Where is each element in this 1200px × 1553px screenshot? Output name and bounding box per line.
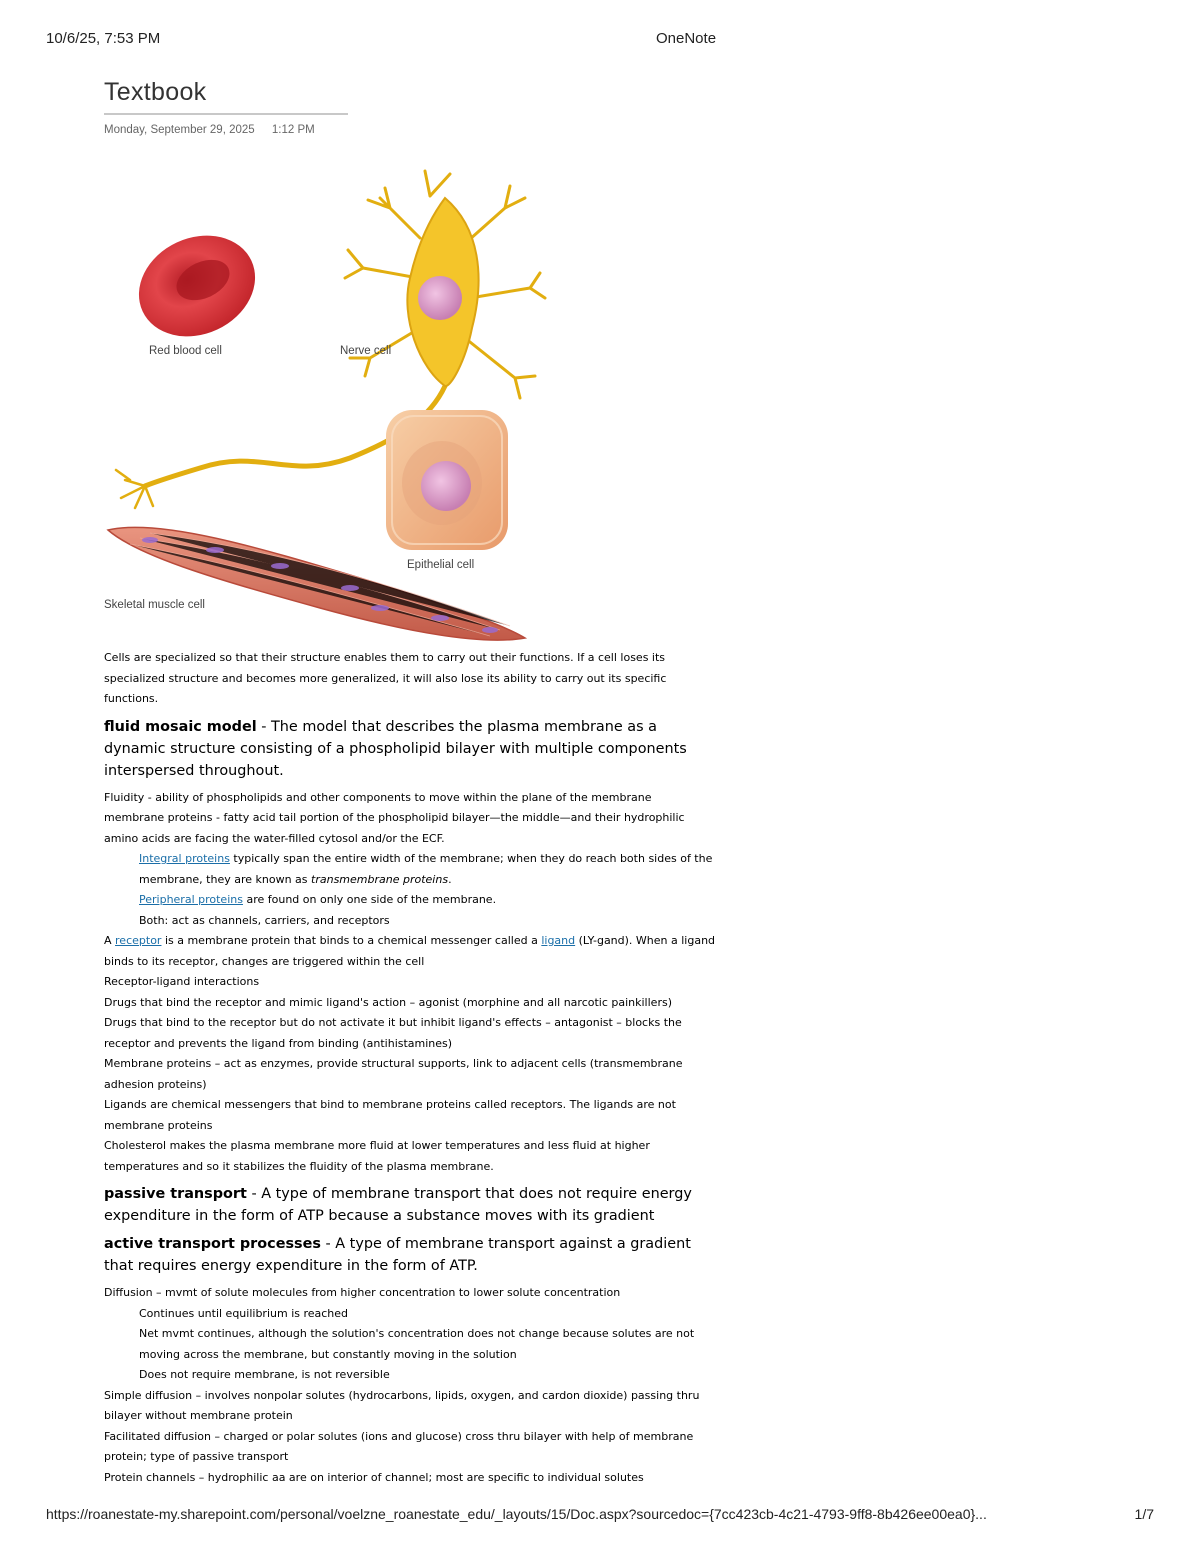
note-text: . — [448, 872, 452, 886]
definition-text: - The model that describes the plasma membrane as a dynamic structure consisting of a phospholipid bilayer with multiple components interspersed throughout. — [104, 718, 687, 779]
page-date-time: 1:12 PM — [271, 124, 315, 136]
note-line: Simple diffusion – involves nonpolar solutes (hydrocarbons, lipids, oxygen, and cardon dioxide) passing thru bilayer without membrane protein — [104, 1388, 700, 1422]
note-line-peripheral — [104, 890, 719, 911]
note-line: Receptor-ligand interactions — [104, 975, 260, 988]
red-blood-cell — [122, 217, 271, 355]
print-url: https://roanestate-my.sharepoint.com/personal/voelzne_roanestate_edu/_layouts/15/Doc.aspx?sourcedoc={7cc423cb-4c21-4793-9ff8-8b426ee00ea0}... — [46, 1506, 987, 1522]
integral-proteins-link[interactable]: Integral proteins — [139, 852, 230, 865]
note-italic: transmembrane proteins — [311, 872, 449, 886]
skeletal-muscle-cell-label: Skeletal muscle cell — [104, 599, 205, 611]
definition-text: - A type of membrane transport that does not require energy expenditure in the form of ATP because a substance moves with its gradient — [104, 1186, 692, 1224]
note-line: Fluidity - ability of phospholipids and other components to move within the plane of the membrane — [104, 790, 652, 804]
note-line: Membrane proteins – act as enzymes, provide structural supports, link to adjacent cells (transmembrane adhesion proteins) — [104, 1057, 683, 1091]
definition-term: passive transport — [104, 1186, 247, 1202]
note-line: Both: act as channels, carriers, and receptors — [139, 913, 390, 927]
note-content — [104, 648, 719, 1488]
definition-active-transport — [104, 1233, 719, 1277]
definition-term: active transport processes — [104, 1236, 321, 1252]
cell-types-illustration — [100, 168, 550, 648]
note-line-integral — [104, 849, 719, 890]
page-date — [104, 124, 329, 136]
definition-fluid-mosaic-model — [104, 716, 719, 782]
epithelial-cell — [386, 410, 508, 550]
note-text: are found on only one side of the membrane. — [242, 893, 497, 906]
print-footer — [46, 1506, 1154, 1526]
note-line: Net mvmt continues, although the solution's concentration does not change because solutes are not moving across the membrane, but constantly moving in the solution — [139, 1327, 695, 1361]
cell-types-figure — [100, 168, 550, 648]
note-line: Protein channels – hydrophilic aa are on interior of channel; most are specific to individual solutes — [104, 1470, 644, 1484]
note-text: (LY-gand). When a ligand binds to its receptor, changes are triggered within the cell — [104, 934, 716, 968]
receptor-link[interactable]: receptor — [115, 934, 162, 947]
nerve-cell-label: Nerve cell — [340, 345, 392, 357]
print-page-number: 1/7 — [1134, 1506, 1154, 1522]
print-datetime: 10/6/25, 7:53 PM — [46, 30, 161, 47]
page-title: Textbook — [104, 78, 207, 106]
note-line: Drugs that bind to the receptor but do not activate it but inhibit ligand's effects – antagonist – blocks the receptor and prevents the ligand from binding (antihistamines) — [104, 1016, 682, 1050]
ligand-link[interactable]: ligand — [541, 934, 576, 947]
note-line: Drugs that bind the receptor and mimic ligand's action – agonist (morphine and all narcotic painkillers) — [104, 995, 672, 1009]
note-line: Cholesterol makes the plasma membrane more fluid at lower temperatures and less fluid at higher temperatures and so it stabilizes the fluidity of the plasma membrane. — [104, 1139, 650, 1173]
intro-paragraph: Cells are specialized so that their structure enables them to carry out their functions. If a cell loses its specialized structure and becomes more generalized, it will also lose its ability to carry out its specific functions. — [104, 651, 667, 705]
note-line: Facilitated diffusion – charged or polar solutes (ions and glucose) cross thru bilayer with help of membrane protein; type of passive transport — [104, 1429, 694, 1463]
print-app-name: OneNote — [656, 30, 717, 47]
red-blood-cell-label: Red blood cell — [149, 345, 222, 357]
print-header — [46, 30, 1154, 50]
note-line: Continues until equilibrium is reached — [139, 1306, 349, 1320]
note-text: is a membrane protein that binds to a chemical messenger called a — [161, 934, 542, 947]
note-line-receptor — [104, 931, 719, 972]
note-line: membrane proteins - fatty acid tail portion of the phospholipid bilayer—the middle—and their hydrophilic amino acids are facing the water-filled cytosol and/or the ECF. — [104, 811, 685, 845]
note-text: typically span the entire width of the membrane; when they do reach both sides of the membrane, they are known as — [139, 852, 713, 886]
note-line: Ligands are chemical messengers that bind to membrane proteins called receptors. The ligands are not membrane proteins — [104, 1098, 676, 1132]
note-line: Diffusion – mvmt of solute molecules from higher concentration to lower solute concentration — [104, 1286, 621, 1299]
title-divider — [104, 113, 348, 115]
definition-passive-transport — [104, 1183, 719, 1227]
definition-term: fluid mosaic model — [104, 718, 257, 735]
page-date-day: Monday, September 29, 2025 — [104, 124, 255, 136]
note-text: A — [104, 934, 116, 947]
definition-text: - A type of membrane transport against a gradient that requires energy expenditure in the form of ATP. — [104, 1236, 691, 1274]
note-line: Does not require membrane, is not reversible — [139, 1368, 390, 1381]
peripheral-proteins-link[interactable]: Peripheral proteins — [139, 893, 243, 906]
epithelial-cell-label: Epithelial cell — [407, 559, 475, 571]
